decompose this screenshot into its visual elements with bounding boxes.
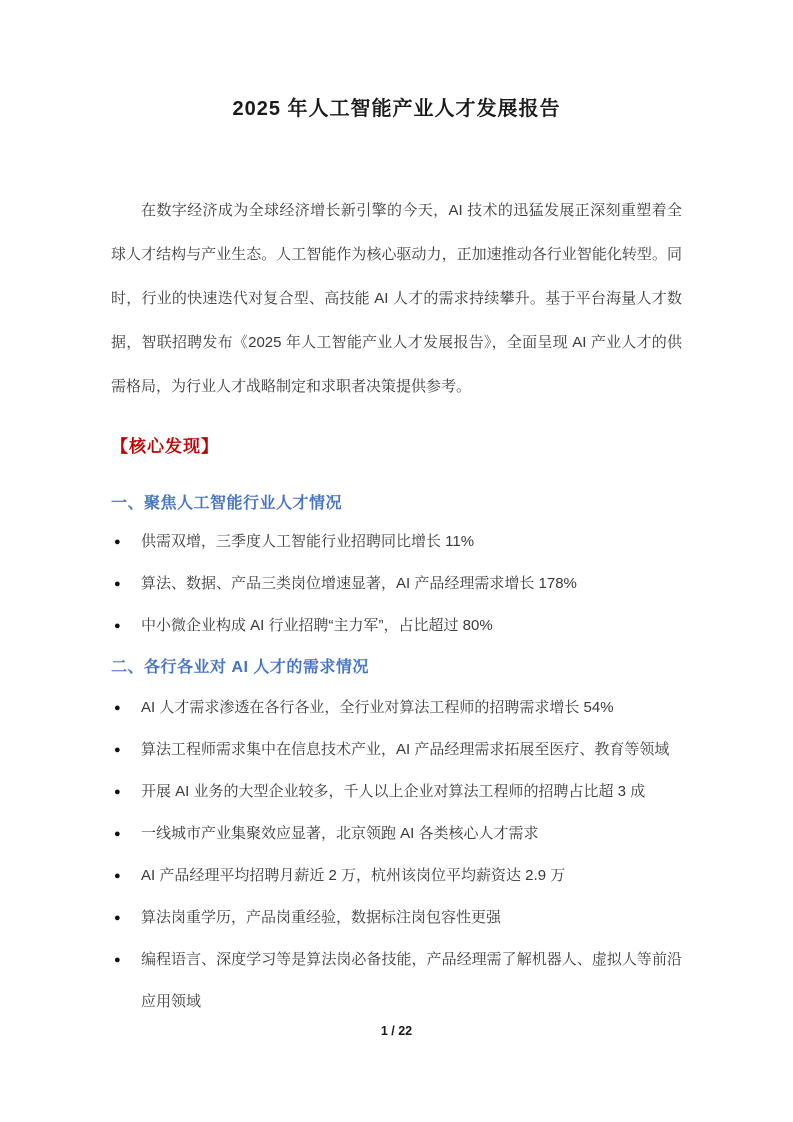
bullet-dot-icon: ● — [114, 828, 121, 840]
bullet-text: 中小微企业构成 AI 行业招聘“主力军”，占比超过 80% — [141, 617, 493, 634]
bullet-text: AI 人才需求渗透在各行各业，全行业对算法工程师的招聘需求增长 54% — [141, 699, 614, 716]
bullet-dot-icon: ● — [114, 912, 121, 924]
bullet-item — [111, 939, 682, 1023]
bullet-text: AI 产品经理平均招聘月薪近 2 万，杭州该岗位平均薪资达 2.9 万 — [141, 867, 566, 884]
bullet-item — [111, 897, 682, 939]
intro-paragraph: 在数字经济成为全球经济增长新引擎的今天，AI 技术的迅猛发展正深刻重塑着全球人才结构与产业生态。人工智能作为核心驱动力，正加速推动各行业智能化转型。同时，行业的快速迭代对复合型、高技能 AI 人才的需求持续攀升。基于平台海量人才数据，智联招聘发布《2025 年人工智能产业人才发展报告》，全面呈现 AI 产业人才的供需格局，为行业人才战略制定和求职者决策提供参考。 — [111, 202, 682, 395]
bullet-dot-icon: ● — [114, 620, 121, 632]
bullet-text: 编程语言、深度学习等是算法岗必备技能，产品经理需了解机器人、虚拟人等前沿应用领域 — [141, 951, 682, 1010]
bullet-item — [111, 771, 682, 813]
section-2-bullet-list — [111, 687, 682, 1023]
bullet-text: 开展 AI 业务的大型企业较多，千人以上企业对算法工程师的招聘占比超 3 成 — [141, 783, 646, 800]
bullet-item — [111, 813, 682, 855]
bullet-text: 供需双增，三季度人工智能行业招聘同比增长 11% — [141, 533, 475, 550]
section-1-bullet-list — [111, 521, 682, 647]
bullet-item — [111, 563, 682, 605]
bullet-text: 算法、数据、产品三类岗位增速显著，AI 产品经理需求增长 178% — [141, 575, 577, 592]
page-title: 2025 年人工智能产业人才发展报告 — [232, 98, 561, 120]
bullet-dot-icon: ● — [114, 744, 121, 756]
bullet-dot-icon: ● — [114, 536, 121, 548]
bullet-item — [111, 687, 682, 729]
bullet-text: 一线城市产业集聚效应显著，北京领跑 AI 各类核心人才需求 — [141, 825, 539, 842]
bullet-item — [111, 855, 682, 897]
bullet-dot-icon: ● — [114, 578, 121, 590]
section-heading-1: 一、聚焦人工智能行业人才情况 — [111, 495, 343, 512]
bullet-dot-icon: ● — [114, 954, 121, 966]
bullet-item — [111, 729, 682, 771]
bullet-item — [111, 521, 682, 563]
page-number: 1 / 22 — [380, 1024, 413, 1038]
bullet-text: 算法岗重学历，产品岗重经验，数据标注岗包容性更强 — [141, 909, 502, 926]
bullet-item — [111, 605, 682, 647]
core-findings-heading: 【核心发现】 — [111, 437, 219, 456]
bullet-dot-icon: ● — [114, 870, 121, 882]
bullet-text: 算法工程师需求集中在信息技术产业，AI 产品经理需求拓展至医疗、教育等领域 — [141, 741, 670, 758]
section-heading-2: 二、各行各业对 AI 人才的需求情况 — [111, 659, 369, 676]
bullet-dot-icon: ● — [114, 702, 121, 714]
bullet-dot-icon: ● — [114, 786, 121, 798]
